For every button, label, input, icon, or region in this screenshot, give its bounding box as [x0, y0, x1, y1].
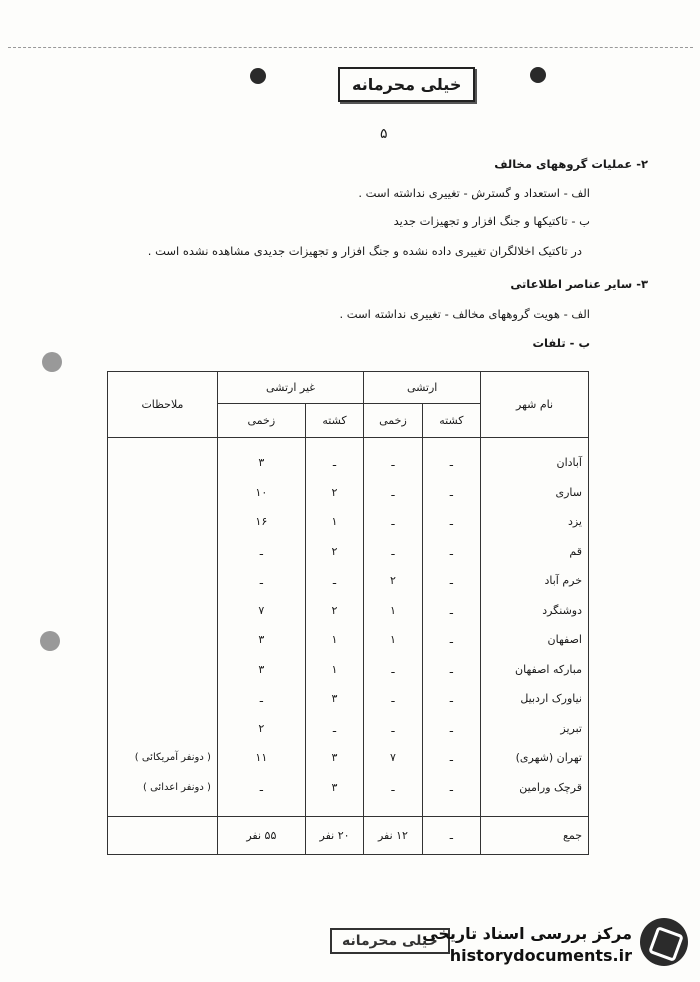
table-row [108, 596, 589, 626]
military-wounded-cell: ـ [364, 478, 422, 508]
table-row [108, 714, 589, 744]
non-military-killed-cell: ۳ [305, 743, 363, 773]
remark-cell: ( دونفر اعدائی ) [108, 773, 218, 803]
section-2-alef: الف - استعداد و گسترش - تغییری نداشته است . [358, 186, 590, 200]
table-row [108, 743, 589, 773]
non-military-killed-cell: ۲ [305, 537, 363, 567]
non-military-wounded-cell: ۱۶ [217, 507, 305, 537]
section-2-be-detail: در تاکتیک اخلالگران تغییری داده نشده و جنگ افزار و تجهیزات جدیدی مشاهده نشده است . [147, 244, 582, 258]
city-cell: یزد [481, 507, 589, 537]
military-killed-cell: ـ [422, 625, 480, 655]
city-cell: دوشنگرد [481, 596, 589, 626]
military-killed-cell: ـ [422, 507, 480, 537]
remark-cell [108, 537, 218, 567]
non-military-killed-cell: ۱ [305, 625, 363, 655]
total-non-military-killed: ۲۰ نفر [305, 816, 363, 854]
non-military-killed-cell: ـ [305, 448, 363, 478]
military-wounded-cell: ـ [364, 507, 422, 537]
footer-stamp: خیلی محرمانه [330, 928, 450, 954]
header-non-military-killed: کشته [305, 404, 363, 438]
non-military-killed-cell: ۱ [305, 655, 363, 685]
classification-stamp: خیلی محرمانه [338, 67, 475, 102]
non-military-killed-cell: ۲ [305, 478, 363, 508]
header-remarks: ملاحظات [108, 372, 218, 438]
section-2-title: ۲- عملیات گروههای مخالف [494, 157, 648, 171]
total-remark [108, 816, 218, 854]
header-non-military: غیر ارتشی [217, 372, 363, 404]
remark-cell: ( دونفر آمریکائی ) [108, 743, 218, 773]
header-city: نام شهر [481, 372, 589, 438]
military-wounded-cell: ۱ [364, 625, 422, 655]
non-military-wounded-cell: ـ [217, 684, 305, 714]
city-cell: مبارکه اصفهان [481, 655, 589, 685]
footer-org-name: مرکز بررسی اسناد تاریخی [422, 924, 632, 943]
non-military-killed-cell: ـ [305, 566, 363, 596]
non-military-killed-cell: ۳ [305, 684, 363, 714]
military-wounded-cell: ـ [364, 714, 422, 744]
table-row [108, 625, 589, 655]
city-cell: خرم آباد [481, 566, 589, 596]
non-military-killed-cell: ـ [305, 714, 363, 744]
city-cell: آبادان [481, 448, 589, 478]
city-cell: نیاورک اردبیل [481, 684, 589, 714]
non-military-wounded-cell: ۳ [217, 448, 305, 478]
military-wounded-cell: ۱ [364, 596, 422, 626]
punch-hole [530, 67, 546, 83]
remark-cell [108, 684, 218, 714]
military-wounded-cell: ۲ [364, 566, 422, 596]
header-military: ارتشی [364, 372, 481, 404]
total-military-wounded: ۱۲ نفر [364, 816, 422, 854]
top-edge-line [8, 47, 693, 48]
non-military-wounded-cell: ـ [217, 537, 305, 567]
remark-cell [108, 478, 218, 508]
military-killed-cell: ـ [422, 714, 480, 744]
non-military-wounded-cell: ـ [217, 566, 305, 596]
section-3-be: ب - تلفات [532, 336, 590, 350]
remark-cell [108, 655, 218, 685]
page-mark: ۵ [380, 126, 388, 142]
military-wounded-cell: ۷ [364, 743, 422, 773]
punch-hole [40, 631, 60, 651]
non-military-wounded-cell: ۳ [217, 625, 305, 655]
military-killed-cell: ـ [422, 537, 480, 567]
section-2-be: ب - تاکتیکها و جنگ افزار و تجهیزات جدید [393, 214, 590, 228]
section-3-alef: الف - هویت گروههای مخالف - تغییری نداشته است . [339, 307, 590, 321]
non-military-wounded-cell: ۷ [217, 596, 305, 626]
military-killed-cell: ـ [422, 684, 480, 714]
city-cell: تهران (شهری) [481, 743, 589, 773]
military-killed-cell: ـ [422, 596, 480, 626]
remark-cell [108, 596, 218, 626]
total-label: جمع [481, 816, 589, 854]
remark-cell [108, 566, 218, 596]
non-military-wounded-cell: ۳ [217, 655, 305, 685]
non-military-wounded-cell: ۲ [217, 714, 305, 744]
header-non-military-wounded: زخمی [217, 404, 305, 438]
total-row [108, 816, 589, 854]
total-non-military-wounded: ۵۵ نفر [217, 816, 305, 854]
military-killed-cell: ـ [422, 448, 480, 478]
city-cell: ساری [481, 478, 589, 508]
non-military-wounded-cell: ـ [217, 773, 305, 803]
table-row [108, 655, 589, 685]
non-military-killed-cell: ۱ [305, 507, 363, 537]
table-row [108, 478, 589, 508]
military-killed-cell: ـ [422, 655, 480, 685]
table-row [108, 507, 589, 537]
remark-cell [108, 625, 218, 655]
military-killed-cell: ـ [422, 773, 480, 803]
non-military-killed-cell: ۳ [305, 773, 363, 803]
military-killed-cell: ـ [422, 566, 480, 596]
military-wounded-cell: ـ [364, 684, 422, 714]
remark-cell [108, 448, 218, 478]
city-cell: قرچک ورامین [481, 773, 589, 803]
punch-hole [250, 68, 266, 84]
table-row [108, 566, 589, 596]
non-military-wounded-cell: ۱۱ [217, 743, 305, 773]
military-wounded-cell: ـ [364, 537, 422, 567]
city-cell: قم [481, 537, 589, 567]
section-3-title: ۳- سایر عناصر اطلاعاتی [510, 277, 648, 291]
military-killed-cell: ـ [422, 478, 480, 508]
non-military-wounded-cell: ۱۰ [217, 478, 305, 508]
military-wounded-cell: ـ [364, 655, 422, 685]
city-cell: تبریز [481, 714, 589, 744]
table-row [108, 448, 589, 478]
military-killed-cell: ـ [422, 743, 480, 773]
casualties-table [107, 371, 589, 855]
remark-cell [108, 714, 218, 744]
table-row [108, 537, 589, 567]
footer-site: historydocuments.ir [449, 946, 632, 965]
military-wounded-cell: ـ [364, 448, 422, 478]
header-military-killed: کشته [422, 404, 480, 438]
city-cell: اصفهان [481, 625, 589, 655]
remark-cell [108, 507, 218, 537]
archive-logo-icon [640, 918, 688, 966]
table-row [108, 773, 589, 803]
military-wounded-cell: ـ [364, 773, 422, 803]
table-row [108, 684, 589, 714]
punch-hole [42, 352, 62, 372]
non-military-killed-cell: ۲ [305, 596, 363, 626]
header-military-wounded: زخمی [364, 404, 422, 438]
total-military-killed: ـ [422, 816, 480, 854]
